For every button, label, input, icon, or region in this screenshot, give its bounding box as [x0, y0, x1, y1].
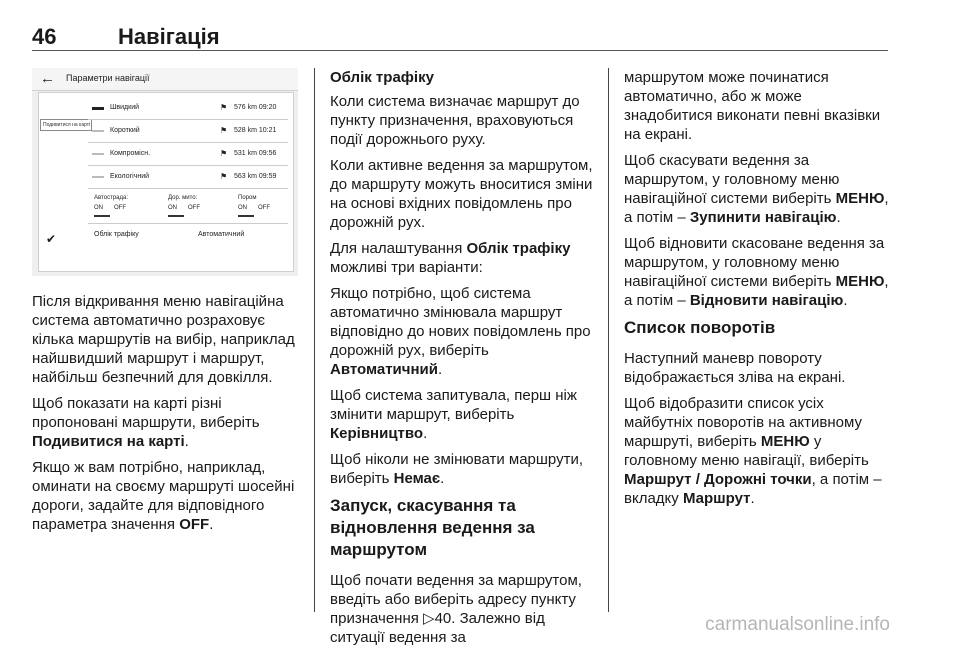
pref-label: Автострада: [94, 195, 129, 201]
route-name: Швидкий [110, 104, 140, 111]
route-name: Компроміcн. [110, 150, 151, 157]
route-indicator [92, 153, 104, 155]
screenshot-topbar [32, 68, 298, 91]
page-number: 46 [32, 24, 57, 49]
pref-on: ON [168, 205, 177, 211]
route-info: 528 km 10:21 [234, 127, 277, 134]
paragraph: Щоб система запитувала, перш ніж змінити маршрут, виберіть Керівництво. [330, 387, 577, 442]
paragraph: Щоб почати ведення за маршрутом, введіть або виберіть адресу пункту призначення ▷40. Залежно від ситуації ведення за [330, 572, 582, 646]
flag-icon: ⚑ [220, 103, 228, 112]
traffic-value: Автоматичний [198, 231, 245, 238]
route-name: Екологічний [110, 173, 150, 180]
menu-term: МЕНЮ [835, 190, 885, 207]
pref-off: OFF [114, 205, 126, 211]
pref-on: ON [238, 205, 247, 211]
menu-term: Подивитися на карті [32, 433, 185, 450]
page-ref-icon: ▷ [423, 610, 435, 627]
watermark: carmanualsonline.info [705, 614, 890, 635]
paragraph: Наступний маневр повороту відображається зліва на екрані. [624, 350, 846, 386]
screenshot-title: Параметри навігації [66, 73, 150, 83]
route-info: 576 km 09:20 [234, 104, 277, 111]
paragraph: Після відкривання меню навігаційна система автоматично розраховує кілька маршрутів на вибір, наприклад найшвидший маршрут і маршрут, найбільш безпечний для довкілля. [32, 293, 295, 386]
pref-off: OFF [188, 205, 200, 211]
route-indicator [92, 130, 104, 132]
menu-term: Облік трафіку [466, 240, 571, 257]
checkmark-icon: ✔ [46, 232, 57, 246]
page-title: Навігація [118, 24, 220, 49]
paragraph: Щоб скасувати ведення за маршрутом, у головному меню навігаційної системи виберіть МЕНЮ, а потім – Зупинити навігацію. [624, 152, 889, 226]
paragraph: Щоб ніколи не змінювати маршрути, виберіть Немає. [330, 451, 584, 487]
heading-start-guidance: Запуск, скасування та відновлення ведення за маршрутом [330, 496, 535, 559]
pref-on: ON [94, 205, 103, 211]
route-info: 563 km 09:59 [234, 173, 277, 180]
route-option [88, 144, 288, 166]
pref-toggle-line [238, 215, 254, 217]
column-1 [32, 292, 300, 541]
pref-toggle-line [94, 215, 110, 217]
column-3 [624, 68, 892, 515]
flag-icon: ⚑ [220, 172, 228, 181]
menu-term: OFF [179, 516, 210, 533]
paragraph: Для налаштування Облік трафіку можливі три варіанти: [330, 240, 571, 276]
route-option [88, 121, 288, 143]
paragraph: Щоб відобразити список усіх майбутніх поворотів на активному маршруті, виберіть МЕНЮ у головному меню навігації, виберіть Маршрут / Дорожні точки, а потім – вкладку Маршрут. [624, 395, 882, 507]
view-on-map-button: Подивитися на карті [40, 119, 92, 131]
nav-settings-screenshot [32, 68, 298, 276]
menu-term: Відновити навігацію [689, 292, 844, 309]
back-arrow-icon: ← [40, 70, 55, 87]
subheading-traffic: Облік трафіку [330, 69, 434, 86]
paragraph: маршрутом може починатися автоматично, або ж може знадобитися виконати певні вказівки на екрані. [624, 69, 881, 143]
paragraph: Якщо потрібно, щоб система автоматично змінювала маршрут відповідно до нових повідомлень про дорожній рух, виберіть Автоматичний. [330, 285, 591, 378]
menu-term: МЕНЮ [835, 273, 885, 290]
pref-label: Пором [238, 195, 257, 201]
traffic-label: Облік трафіку [94, 231, 139, 238]
paragraph: Коли система визначає маршрут до пункту призначення, враховуються події дорожнього руху. [330, 93, 580, 148]
route-name: Короткий [110, 127, 140, 134]
column-divider [314, 68, 315, 612]
paragraph: Щоб відновити скасоване ведення за маршрутом, у головному меню навігаційної системи виберіть МЕНЮ, а потім – Відновити навігацію. [624, 235, 889, 309]
pref-off: OFF [258, 205, 270, 211]
menu-term: Немає [393, 470, 441, 487]
route-info: 531 km 09:56 [234, 150, 277, 157]
route-preferences [88, 193, 288, 224]
column-divider [608, 68, 609, 612]
pref-label: Дор. мито: [168, 195, 198, 201]
paragraph: Якщо ж вам потрібно, наприклад, оминати на своєму маршруті шосейні дороги, задайте для відповідного параметра значення OFF. [32, 459, 295, 533]
route-selected-indicator [92, 107, 104, 110]
route-option [88, 167, 288, 189]
paragraph: Щоб показати на карті різні пропоновані маршрути, виберіть Подивитися на карті. [32, 395, 260, 450]
paragraph: Коли активне ведення за маршрутом, до маршруту можуть вноситися зміни на основі вхідних повідомлень про дорожній рух. [330, 157, 593, 231]
heading-turn-list: Список поворотів [624, 318, 776, 337]
menu-term: Керівництво [330, 425, 424, 442]
header-divider [32, 50, 888, 51]
menu-term: МЕНЮ [760, 433, 810, 450]
pref-toggle-line [168, 215, 184, 217]
flag-icon: ⚑ [220, 149, 228, 158]
menu-term: Автоматичний [330, 361, 438, 378]
flag-icon: ⚑ [220, 126, 228, 135]
menu-term: Маршрут [682, 490, 751, 507]
menu-term: Маршрут / Дорожні точки [624, 471, 812, 488]
column-2 [330, 68, 598, 654]
route-indicator [92, 176, 104, 178]
menu-term: Зупинити навігацію [689, 209, 837, 226]
route-option [88, 98, 288, 120]
traffic-setting-row [88, 226, 288, 246]
